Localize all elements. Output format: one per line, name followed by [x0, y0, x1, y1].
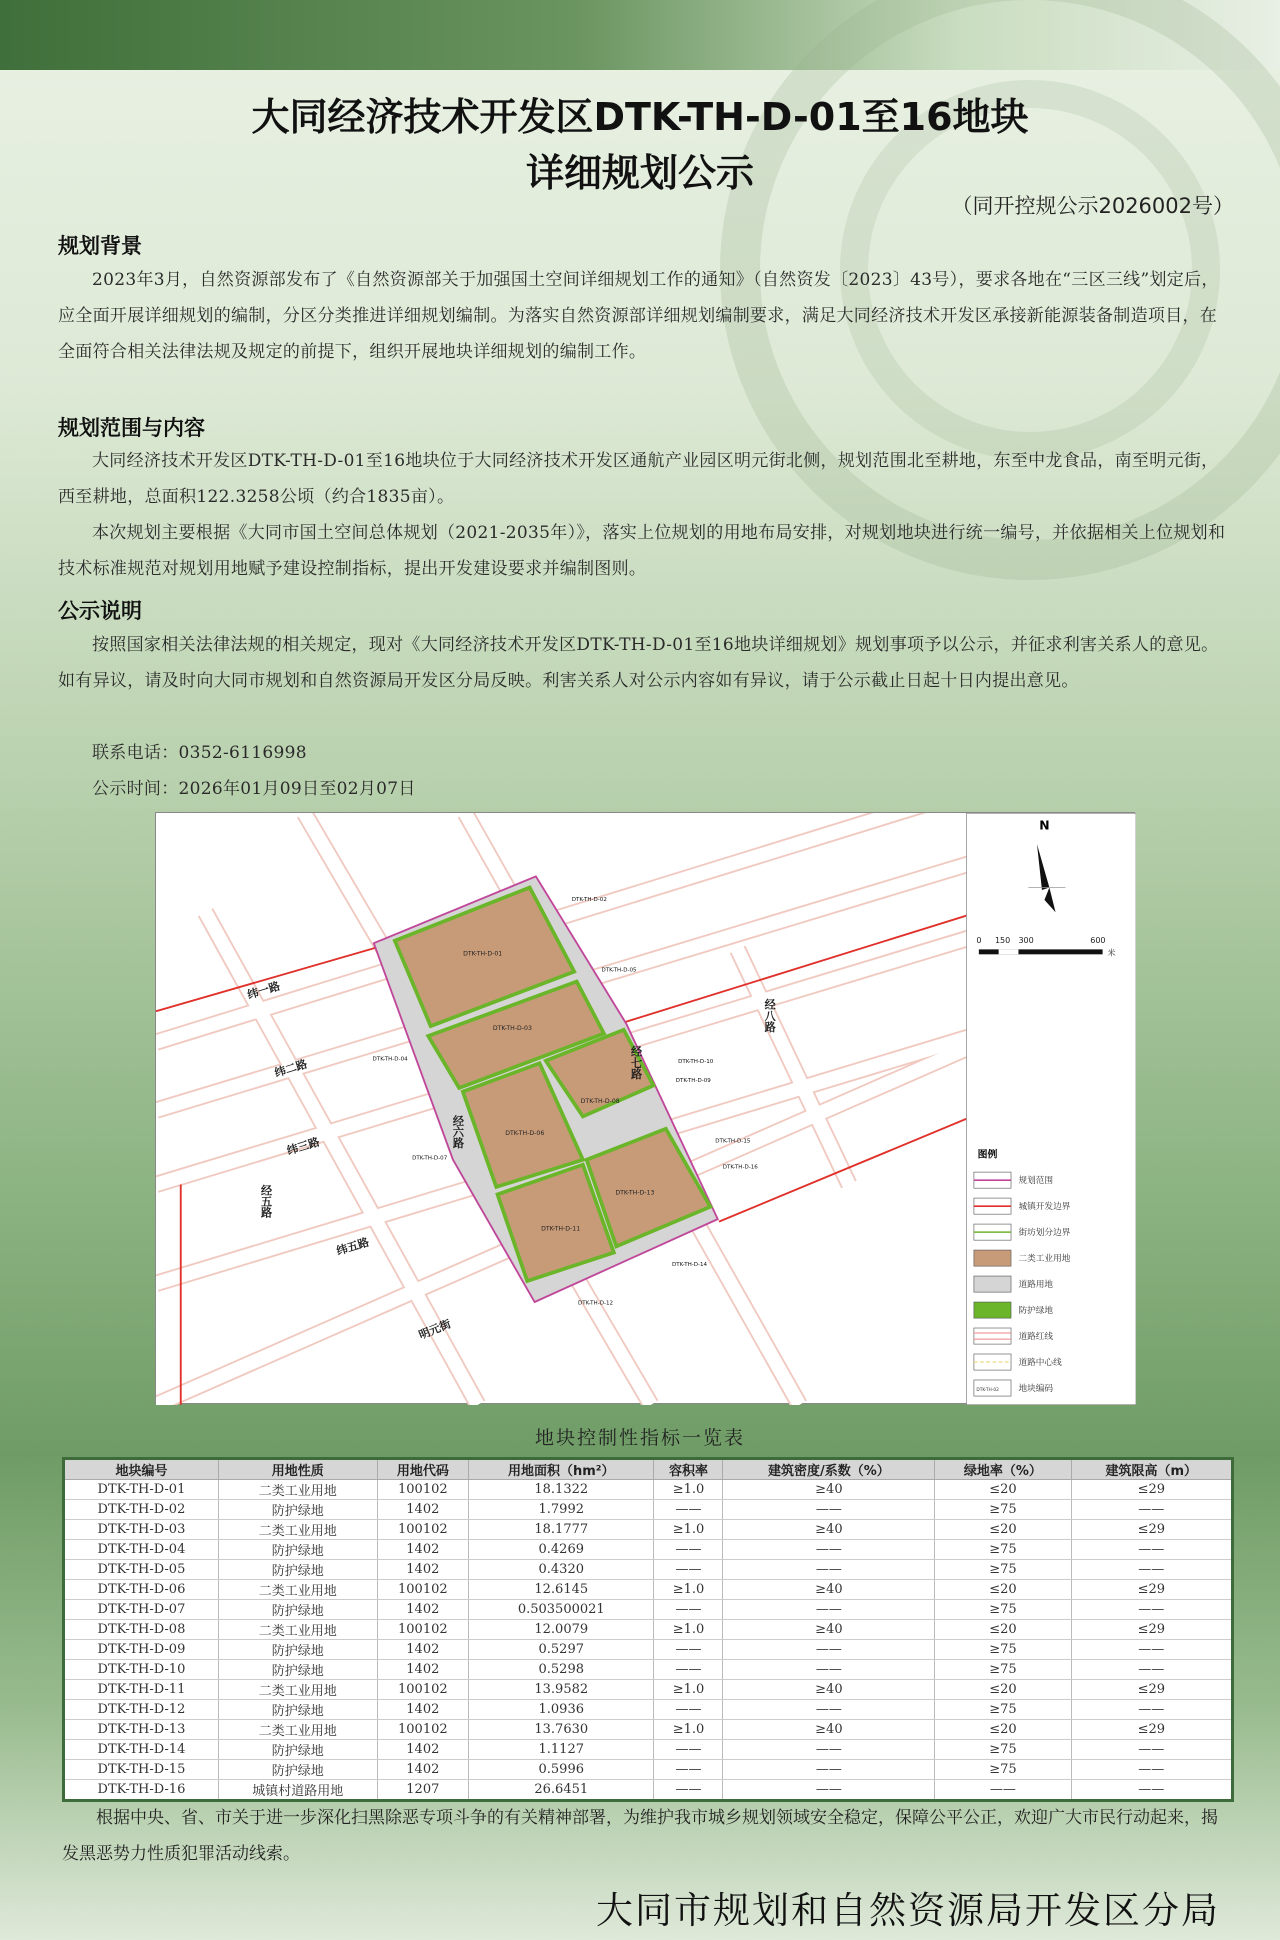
map-shape — [999, 949, 1019, 954]
table-cell: DTK-TH-D-12 — [64, 1700, 219, 1720]
table-cell: 100102 — [377, 1620, 468, 1640]
legend-item: 城镇开发边界 — [1018, 1202, 1071, 1213]
table-cell: DTK-TH-D-09 — [64, 1640, 219, 1660]
table-cell: 26.6451 — [469, 1780, 654, 1801]
table-cell: —— — [654, 1700, 723, 1720]
table-cell: —— — [1071, 1760, 1232, 1780]
table-cell: DTK-TH-D-11 — [64, 1680, 219, 1700]
table-cell: ≥1.0 — [654, 1580, 723, 1600]
block-label: DTK-TH-D-06 — [505, 1129, 545, 1137]
table-cell: 二类工业用地 — [218, 1480, 377, 1500]
block-label: DTK-TH-D-13 — [615, 1189, 655, 1197]
contact-phone: 联系电话：0352-6116998 — [92, 743, 307, 763]
document-number: （同开控规公示2026002号） — [951, 194, 1234, 218]
column-header: 用地面积（hm²） — [469, 1459, 654, 1480]
table-cell: 1402 — [377, 1640, 468, 1660]
table-cell: ≥75 — [935, 1700, 1071, 1720]
table-cell: 100102 — [377, 1680, 468, 1700]
table-cell: DTK-TH-D-02 — [64, 1500, 219, 1520]
road-label: 纬二路 — [273, 1057, 309, 1080]
table-cell: —— — [1071, 1600, 1232, 1620]
legend-title: 图例 — [977, 1149, 998, 1161]
map-shape — [979, 949, 1103, 954]
scope-paragraph-2: 本次规划主要根据《大同市国土空间总体规划（2021-2035年）》，落实上位规划的用地布局安排，对规划地块进行统一编号，并依据相关上位规划和技术标准规范对规划用地赋予建设控制指标，提出开发建设要求并编制图则。 — [58, 523, 1226, 579]
table-cell: 防护绿地 — [218, 1540, 377, 1560]
table-cell: 防护绿地 — [218, 1500, 377, 1520]
table-cell: 0.503500021 — [469, 1600, 654, 1620]
table-cell: 100102 — [377, 1520, 468, 1540]
table-cell: ≥40 — [723, 1720, 935, 1740]
map-shape: 600 — [1090, 936, 1106, 946]
table-cell: —— — [1071, 1500, 1232, 1520]
table-cell: —— — [654, 1740, 723, 1760]
table-cell: —— — [723, 1760, 935, 1780]
callout-label: DTK-TH-D-14 — [671, 1262, 708, 1269]
page-subtitle: 详细规划公示 — [525, 151, 754, 195]
table-cell: ≤29 — [1071, 1580, 1232, 1600]
table-cell: DTK-TH-D-01 — [64, 1480, 219, 1500]
north-label: N — [1039, 818, 1050, 833]
table-cell: ≥1.0 — [654, 1480, 723, 1500]
block-label: DTK-TH-D-03 — [492, 1024, 532, 1032]
table-cell: 1402 — [377, 1600, 468, 1620]
callout-label: DTK-TH-D-07 — [412, 1155, 448, 1162]
table-cell: —— — [1071, 1640, 1232, 1660]
table-cell: ≥1.0 — [654, 1680, 723, 1700]
table-cell: 防护绿地 — [218, 1640, 377, 1660]
table-cell: DTK-TH-D-04 — [64, 1540, 219, 1560]
callout-label: DTK-TH-D-16 — [722, 1164, 758, 1171]
table-row — [64, 1600, 1233, 1620]
table-cell: —— — [654, 1560, 723, 1580]
callout-label: DTK-TH-D-09 — [675, 1077, 711, 1084]
table-cell: ≤20 — [935, 1520, 1071, 1540]
column-header: 容积率 — [654, 1459, 723, 1480]
table-cell: —— — [723, 1660, 935, 1680]
table-cell: 18.1777 — [469, 1520, 654, 1540]
block-label: DTK-TH-D-01 — [463, 950, 503, 958]
table-cell: 100102 — [377, 1720, 468, 1740]
table-cell: ≤20 — [935, 1580, 1071, 1600]
map-shape: 300 — [1018, 936, 1034, 946]
table-header-row — [64, 1459, 1233, 1480]
table-caption: 地块控制性指标一览表 — [534, 1427, 745, 1449]
table-cell: —— — [723, 1500, 935, 1520]
table-cell: 1.1127 — [469, 1740, 654, 1760]
table-cell: 防护绿地 — [218, 1560, 377, 1580]
table-row — [64, 1720, 1233, 1740]
table-cell: —— — [723, 1700, 935, 1720]
table-cell: ≥1.0 — [654, 1720, 723, 1740]
table-cell: —— — [654, 1760, 723, 1780]
scope-paragraph-1: 大同经济技术开发区DTK-TH-D-01至16地块位于大同经济技术开发区通航产业园区明元街北侧，规划范围北至耕地，东至中龙食品，南至明元街，西至耕地，总面积122.3258公顷（约合1835亩）。 — [58, 451, 1219, 507]
table-cell: 1.7992 — [469, 1500, 654, 1520]
table-cell: ≥40 — [723, 1580, 935, 1600]
table-cell: —— — [723, 1780, 935, 1801]
callout-label: DTK-TH-D-15 — [715, 1138, 751, 1145]
control-index-table — [62, 1457, 1234, 1802]
table-cell: ≥40 — [723, 1480, 935, 1500]
legend-item: 道路用地 — [1018, 1280, 1054, 1291]
road-label: 纬五路 — [334, 1235, 371, 1258]
anti-crime-notice: 根据中央、省、市关于进一步深化扫黑除恶专项斗争的有关精神部署，为维护我市城乡规划领域安全稳定，保障公平公正，欢迎广大市民行动起来，揭发黑恶势力性质犯罪活动线索。 — [62, 1808, 1218, 1864]
table-cell: 二类工业用地 — [218, 1680, 377, 1700]
table-cell: —— — [1071, 1540, 1232, 1560]
table-cell: —— — [1071, 1700, 1232, 1720]
map-shape: 米 — [1107, 948, 1116, 958]
table-cell: —— — [654, 1640, 723, 1660]
table-cell: 0.5297 — [469, 1640, 654, 1660]
road-label: 经五路 — [259, 1184, 273, 1218]
table-cell: 12.0079 — [469, 1620, 654, 1640]
table-cell: ≤20 — [935, 1620, 1071, 1640]
notice-paragraph: 按照国家相关法律法规的相关规定，现对《大同经济技术开发区DTK-TH-D-01至16地块详细规划》规划事项予以公示，并征求利害关系人的意见。如有异议，请及时向大同市规划和自然资源局开发区分局反映。利害关系人对公示内容如有异议，请于公示截止日起十日内提出意见。 — [58, 635, 1219, 691]
column-header: 用地性质 — [218, 1459, 377, 1480]
table-cell: 12.6145 — [469, 1580, 654, 1600]
table-cell: 1207 — [377, 1780, 468, 1801]
table-cell: —— — [1071, 1660, 1232, 1680]
legend-item: 道路红线 — [1018, 1332, 1054, 1343]
table-cell: ≤20 — [935, 1720, 1071, 1740]
table-cell: DTK-TH-D-10 — [64, 1660, 219, 1680]
table-row — [64, 1540, 1233, 1560]
table-row — [64, 1520, 1233, 1540]
table-cell: 防护绿地 — [218, 1700, 377, 1720]
table-row — [64, 1640, 1233, 1660]
table-cell: 1402 — [377, 1560, 468, 1580]
table-cell: —— — [935, 1780, 1071, 1801]
table-cell: 18.1322 — [469, 1480, 654, 1500]
table-row — [64, 1780, 1233, 1801]
column-header: 地块编号 — [64, 1459, 219, 1480]
table-cell: 防护绿地 — [218, 1760, 377, 1780]
table-cell: ≥1.0 — [654, 1620, 723, 1640]
map-shape — [974, 1276, 1011, 1292]
table-cell: 二类工业用地 — [218, 1620, 377, 1640]
issuer-signature: 大同市规划和自然资源局开发区分局 — [596, 1889, 1220, 1932]
map-shape — [974, 1328, 1011, 1344]
table-row — [64, 1660, 1233, 1680]
table-cell: ≥75 — [935, 1540, 1071, 1560]
legend-item: 道路中心线 — [1018, 1358, 1062, 1369]
table-cell: ≤29 — [1071, 1620, 1232, 1640]
table-cell: 1402 — [377, 1660, 468, 1680]
table-row — [64, 1680, 1233, 1700]
table-cell: ≥40 — [723, 1620, 935, 1640]
legend-item: 规划范围 — [1018, 1176, 1054, 1187]
callout-label: DTK-TH-D-04 — [372, 1056, 408, 1063]
table-cell: 1402 — [377, 1760, 468, 1780]
table-cell: ≥75 — [935, 1560, 1071, 1580]
background-paragraph: 2023年3月，自然资源部发布了《自然资源部关于加强国土空间详细规划工作的通知》（自然资发〔2023〕43号），要求各地在“三区三线”划定后，应全面开展详细规划的编制，分区分类推进详细规划编制。为落实自然资源部详细规划编制要求，满足大同经济技术开发区承接新能源装备制造项目，在全面符合相关法律法规及规定的前提下，组织开展地块详细规划的编制工作。 — [58, 270, 1219, 362]
table-cell: ≥75 — [935, 1660, 1071, 1680]
page-title: 大同经济技术开发区DTK-TH-D-01至16地块 — [251, 95, 1029, 139]
table-cell: —— — [654, 1600, 723, 1620]
callout-label: DTK-TH-D-05 — [601, 967, 637, 974]
table-cell: —— — [723, 1740, 935, 1760]
table-row — [64, 1480, 1233, 1500]
table-cell: 二类工业用地 — [218, 1720, 377, 1740]
table-cell: DTK-TH-D-05 — [64, 1560, 219, 1580]
table-cell: 13.7630 — [469, 1720, 654, 1740]
table-cell: 防护绿地 — [218, 1660, 377, 1680]
road-label: 纬一路 — [245, 979, 282, 1002]
table-cell: DTK-TH-D-07 — [64, 1600, 219, 1620]
table-cell: 0.4320 — [469, 1560, 654, 1580]
column-header: 建筑密度/系数（%） — [723, 1459, 935, 1480]
callout-label: DTK-TH-D-12 — [577, 1300, 614, 1307]
table-cell: 1402 — [377, 1540, 468, 1560]
table-cell: ≥40 — [723, 1680, 935, 1700]
map-svg — [156, 813, 1136, 1405]
table-cell: DTK-TH-D-08 — [64, 1620, 219, 1640]
map-shape: 150 — [994, 936, 1011, 946]
table-cell: 100102 — [377, 1480, 468, 1500]
table-cell: ≥75 — [935, 1640, 1071, 1660]
table-cell: DTK-TH-D-06 — [64, 1580, 219, 1600]
table-cell: ≥1.0 — [654, 1520, 723, 1540]
table-cell: —— — [723, 1600, 935, 1620]
legend-item: 街坊划分边界 — [1018, 1228, 1071, 1239]
table-cell: ≥75 — [935, 1500, 1071, 1520]
table-row — [64, 1580, 1233, 1600]
map-shape — [974, 1250, 1011, 1266]
table-cell: DTK-TH-D-16 — [64, 1780, 219, 1801]
table-row — [64, 1740, 1233, 1760]
table-cell: 1402 — [377, 1500, 468, 1520]
table-cell: —— — [723, 1540, 935, 1560]
notice-period: 公示时间：2026年01月09日至02月07日 — [92, 779, 416, 799]
table-cell: ≥75 — [935, 1760, 1071, 1780]
column-header: 绿地率（%） — [935, 1459, 1071, 1480]
table-cell: —— — [1071, 1740, 1232, 1760]
table-cell: ≤29 — [1071, 1720, 1232, 1740]
table-cell: —— — [723, 1560, 935, 1580]
legend-item: 二类工业用地 — [1018, 1254, 1071, 1265]
road-label: 明元街 — [417, 1317, 453, 1342]
legend-item: 地块编码 — [1018, 1384, 1054, 1395]
map-shape — [974, 1302, 1011, 1318]
road-label: 经八路 — [763, 998, 777, 1033]
section-heading-notice: 公示说明 — [58, 599, 142, 623]
table-cell: ≤29 — [1071, 1480, 1232, 1500]
table-cell: 0.4269 — [469, 1540, 654, 1560]
table-cell: 城镇村道路用地 — [218, 1780, 377, 1801]
table-row — [64, 1760, 1233, 1780]
table-cell: 100102 — [377, 1580, 468, 1600]
column-header: 建筑限高（m） — [1071, 1459, 1232, 1480]
table-cell: 二类工业用地 — [218, 1520, 377, 1540]
map-shape: 0 — [976, 936, 982, 946]
legend-item: 防护绿地 — [1018, 1306, 1054, 1317]
table-cell: ≥75 — [935, 1740, 1071, 1760]
table-cell: 1402 — [377, 1740, 468, 1760]
table-cell: 0.5996 — [469, 1760, 654, 1780]
callout-label: DTK-TH-D-10 — [678, 1059, 714, 1066]
block-label: DTK-TH-D-08 — [580, 1097, 620, 1105]
table-cell: 二类工业用地 — [218, 1580, 377, 1600]
table-cell: ≥75 — [935, 1600, 1071, 1620]
table-row — [64, 1560, 1233, 1580]
table-cell: 1402 — [377, 1700, 468, 1720]
table-cell: ≤29 — [1071, 1680, 1232, 1700]
table-cell: 13.9582 — [469, 1680, 654, 1700]
road-label: 经六路 — [451, 1115, 465, 1149]
table-cell: —— — [723, 1640, 935, 1660]
planning-map — [155, 812, 1135, 1404]
table-cell: —— — [654, 1780, 723, 1801]
table-cell: —— — [1071, 1560, 1232, 1580]
table-cell: —— — [654, 1660, 723, 1680]
table-cell: ≤20 — [935, 1680, 1071, 1700]
table-row — [64, 1500, 1233, 1520]
table-cell: —— — [654, 1540, 723, 1560]
road-label: 经七路 — [629, 1045, 643, 1080]
section-heading-background: 规划背景 — [58, 234, 142, 258]
section-heading-scope: 规划范围与内容 — [58, 416, 205, 440]
legend-panel — [966, 813, 1136, 1404]
column-header: 用地代码 — [377, 1459, 468, 1480]
table-cell: DTK-TH-D-13 — [64, 1720, 219, 1740]
table-cell: 1.0936 — [469, 1700, 654, 1720]
callout-label: DTK-TH-D-02 — [571, 897, 607, 904]
block-label: DTK-TH-D-11 — [541, 1225, 581, 1233]
table-cell: —— — [654, 1500, 723, 1520]
table-cell: DTK-TH-D-14 — [64, 1740, 219, 1760]
table-cell: DTK-TH-D-03 — [64, 1520, 219, 1540]
table-row — [64, 1620, 1233, 1640]
table-cell: DTK-TH-D-15 — [64, 1760, 219, 1780]
table-cell: 0.5298 — [469, 1660, 654, 1680]
table-cell: ≤29 — [1071, 1520, 1232, 1540]
road-label: 纬三路 — [285, 1135, 322, 1158]
table-row — [64, 1700, 1233, 1720]
table-cell: ≥40 — [723, 1520, 935, 1540]
table-cell: ≤20 — [935, 1480, 1071, 1500]
table-cell: 防护绿地 — [218, 1740, 377, 1760]
legend-code-sample: DTK-TH-02 — [976, 1388, 999, 1394]
table-cell: —— — [1071, 1780, 1232, 1801]
table-cell: 防护绿地 — [218, 1600, 377, 1620]
